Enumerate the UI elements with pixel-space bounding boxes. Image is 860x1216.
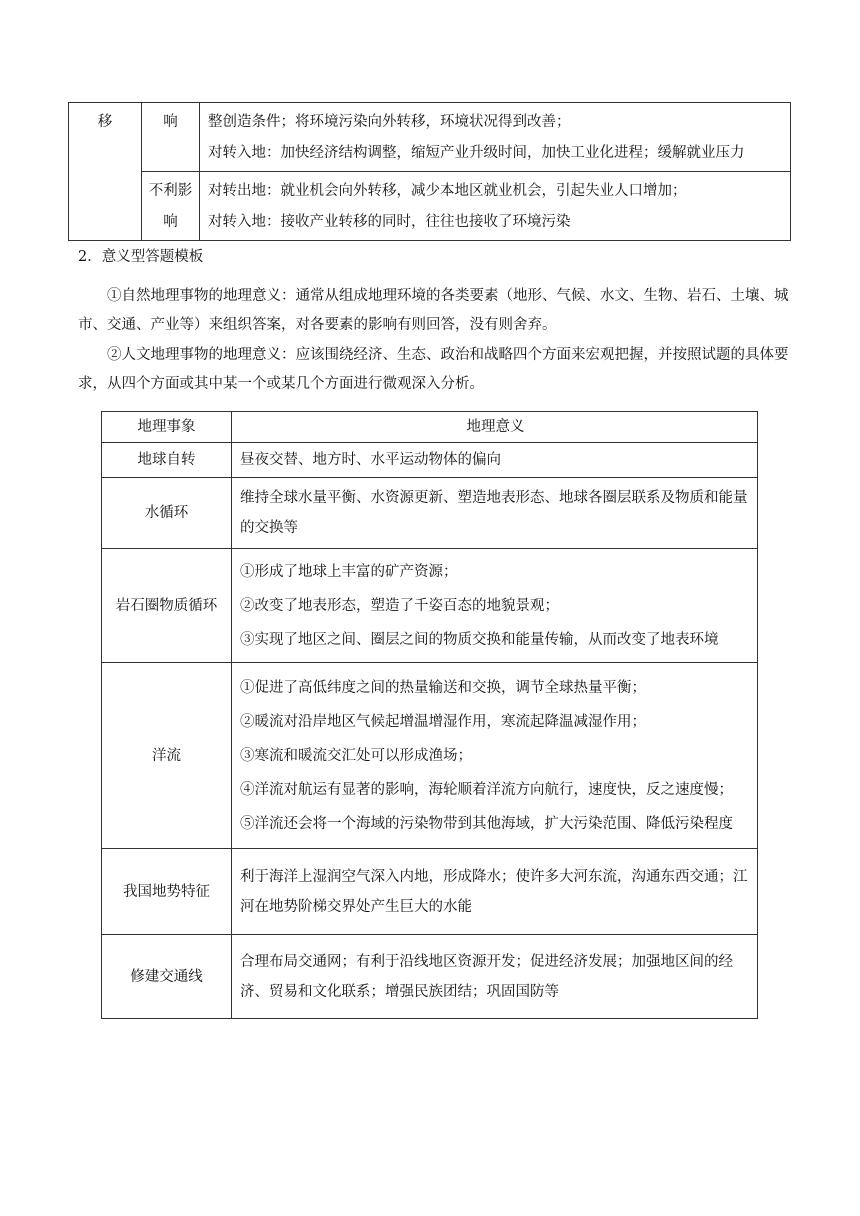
table-row: [102, 849, 758, 935]
content-line: 对转入地：接收产业转移的同时，往往也接收了环境污染: [208, 214, 571, 230]
significance-line: ①形成了地球上丰富的矿产资源；: [240, 563, 458, 580]
significance-table: [101, 411, 758, 1019]
significance-cell: [232, 443, 758, 478]
significance-line: ④洋流对航运有显著的影响，海轮顺着洋流方向航行，速度快，反之速度慢；: [240, 781, 733, 798]
paragraph-natural: ①自然地理事物的地理意义：通常从组成地理环境的各类要素（地形、气候、水文、生物、岩石、土壤、城市、交通、产业等）来组织答案，对各要素的影响有则回答，没有则舍弃。: [78, 288, 789, 333]
phenomenon-cell: 地球自转: [102, 443, 232, 478]
content-cell: [200, 103, 791, 172]
significance-cell: [232, 849, 758, 935]
significance-cell: [232, 478, 758, 549]
content-line: 对转出地：就业机会向外转移，减少本地区就业机会，引起失业人口增加；: [208, 183, 687, 199]
significance-line: 昼夜交替、地方时、水平运动物体的偏向: [240, 452, 501, 468]
significance-line: 合理布局交通网；有利于沿线地区资源开发；促进经济发展；加强地区间的经济、贸易和文化联系；增强民族团结；巩固国防等: [240, 953, 733, 1000]
header-significance: 地理意义: [232, 412, 758, 443]
phenomenon-cell: 岩石圈物质循环: [102, 549, 232, 663]
table-row: [102, 549, 758, 663]
significance-line: ②改变了地表形态，塑造了千姿百态的地貌景观；: [240, 597, 559, 614]
significance-cell: [232, 935, 758, 1019]
significance-line: ③实现了地区之间、圈层之间的物质交换和能量传输，从而改变了地表环境: [240, 631, 719, 648]
phenomenon-cell: 我国地势特征: [102, 849, 232, 935]
significance-cell: [232, 663, 758, 849]
phenomenon-cell: 水循环: [102, 478, 232, 549]
content-line: 对转入地：加快经济结构调整，缩短产业升级时间，加快工业化进程；缓解就业压力: [208, 145, 745, 161]
significance-line: 维持全球水量平衡、水资源更新、塑造地表形态、地球各圈层联系及物质和能量的交换等: [240, 490, 748, 536]
table-header-row: [102, 412, 758, 443]
phenomenon-cell: 修建交通线: [102, 935, 232, 1019]
paragraph-human: ②人文地理事物的地理意义：应该围绕经济、生态、政治和战略四个方面来宏观把握，并按照试题的具体要求，从四个方面或其中某一个或某几个方面进行微观深入分析。: [78, 347, 789, 392]
significance-line: 利于海洋上湿润空气深入内地，形成降水；使许多大河东流，沟通东西交通；江河在地势阶梯交界处产生巨大的水能: [240, 868, 748, 915]
table-row: [102, 663, 758, 849]
significance-cell: [232, 549, 758, 663]
content-cell: [200, 172, 791, 241]
significance-line: ③寒流和暖流交汇处可以形成渔场；: [240, 747, 472, 764]
subcategory-cell: [142, 172, 200, 241]
section-heading: 2．意义型答题模板: [78, 249, 204, 265]
table-row: [102, 935, 758, 1019]
subcategory-cell: 响: [142, 103, 200, 172]
significance-line: ⑤洋流还会将一个海域的污染物带到其他海域，扩大污染范围、降低污染程度: [240, 815, 733, 832]
table-row: [69, 103, 791, 172]
subcategory-line: 不利影: [148, 183, 193, 199]
table-row: [69, 172, 791, 241]
header-phenomenon: 地理事象: [102, 412, 232, 443]
content-line: 整创造条件；将环境污染向外转移，环境状况得到改善；: [208, 114, 571, 130]
impact-table: [68, 102, 791, 241]
category-cell: 移: [69, 103, 142, 241]
phenomenon-cell: 洋流: [102, 663, 232, 849]
subcategory-line: 响: [163, 214, 178, 230]
table-row: [102, 443, 758, 478]
significance-line: ①促进了高低纬度之间的热量输送和交换，调节全球热量平衡；: [240, 679, 646, 696]
table-row: [102, 478, 758, 549]
significance-line: ②暖流对沿岸地区气候起增温增湿作用，寒流起降温减湿作用；: [240, 713, 646, 730]
